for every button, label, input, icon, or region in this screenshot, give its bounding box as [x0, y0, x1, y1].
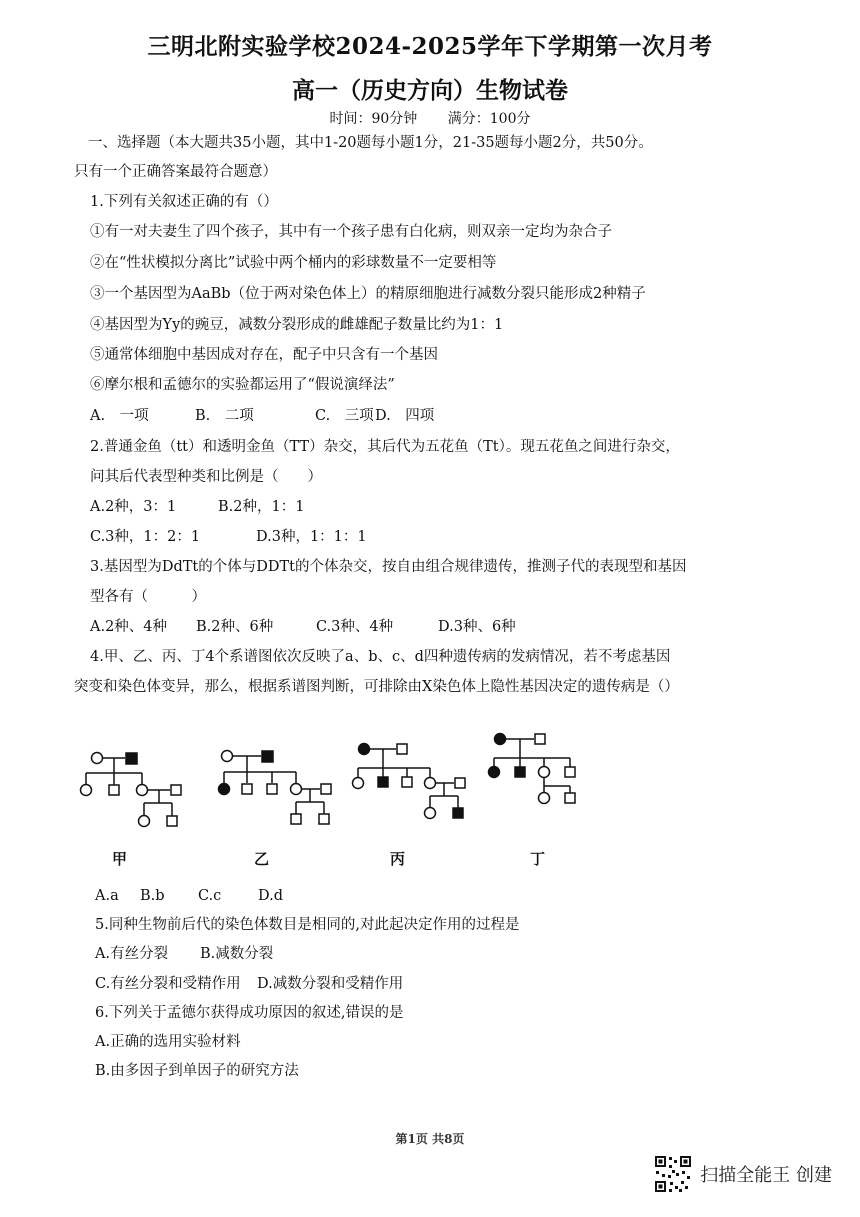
- watermark-text: 扫描全能王 创建: [700, 1165, 832, 1186]
- q3-stem-cont: 型各有（ ）: [90, 589, 206, 605]
- q1-options: [90, 406, 434, 426]
- q5-option-d[interactable]: D.减数分裂和受精作用: [257, 976, 404, 992]
- q1-option-a[interactable]: A. 一项: [90, 408, 149, 424]
- q1-option-d[interactable]: D. 四项: [375, 408, 435, 424]
- q3-options: [90, 617, 516, 637]
- qr-code-icon: [654, 1155, 692, 1193]
- q3-stem: 3.基因型为DdTt的个体与DDTt的个体杂交，按自由组合规律遗传，推测子代的表现型和基因: [90, 559, 687, 575]
- exam-title: 三明北附实验学校2024-2025学年下学期第一次月考: [147, 33, 713, 60]
- pedigree-jia: [81, 753, 182, 827]
- exam-time: 时间：90分钟: [329, 111, 418, 127]
- exam-subtitle: 高一（历史方向）生物试卷: [292, 77, 568, 104]
- pedigree-label-ding: 丁: [530, 850, 546, 868]
- q2-options-row2: [90, 527, 367, 547]
- q3-option-b[interactable]: B.2种、6种: [196, 619, 274, 635]
- q1-statement-2: ②在“性状模拟分离比”试验中两个桶内的彩球数量不一定要相等: [90, 255, 497, 271]
- section-intro: 一、选择题（本大题共35小题，其中1-20题每小题1分，21-35题每小题2分，共50分。: [88, 135, 653, 151]
- pedigree-charts: [70, 730, 610, 830]
- q6-option-a[interactable]: A.正确的选用实验材料: [95, 1034, 241, 1050]
- exam-meta: [0, 108, 860, 128]
- q2-option-c[interactable]: C.3种，1：2：1: [90, 529, 201, 545]
- q3-option-a[interactable]: A.2种、4种: [90, 619, 168, 635]
- pedigree-yi: [219, 751, 332, 825]
- pedigree-label-jia: 甲: [112, 850, 128, 868]
- q4-stem: 4.甲、乙、丙、丁4个系谱图依次反映了a、b、c、d四种遗传病的发病情况，若不考虑基因: [90, 649, 671, 665]
- q1-option-b[interactable]: B. 二项: [195, 408, 254, 424]
- q4-option-c[interactable]: C.c: [198, 888, 222, 904]
- q5-options-row2: [95, 974, 403, 994]
- q4-option-d[interactable]: D.d: [258, 888, 283, 904]
- q1-statement-5: ⑤通常体细胞中基因成对存在，配子中只含有一个基因: [90, 347, 438, 363]
- q6-option-b[interactable]: B.由多因子到单因子的研究方法: [95, 1063, 299, 1079]
- pedigree-label-yi: 乙: [254, 850, 270, 868]
- q5-option-b[interactable]: B.减数分裂: [200, 946, 274, 962]
- q1-statement-6: ⑥摩尔根和孟德尔的实验都运用了“假说演绎法”: [90, 377, 395, 393]
- q5-option-a[interactable]: A.有丝分裂: [95, 946, 169, 962]
- section-intro-cont: 只有一个正确答案最符合题意）: [74, 164, 277, 180]
- q1-option-c[interactable]: C. 三项: [315, 408, 374, 424]
- pedigree-bing: [353, 744, 466, 819]
- q2-option-d[interactable]: D.3种，1：1：1: [256, 529, 367, 545]
- q1-stem: 1.下列有关叙述正确的有（）: [90, 194, 278, 210]
- q3-option-c[interactable]: C.3种、4种: [316, 619, 394, 635]
- q2-option-a[interactable]: A.2种，3：1: [90, 499, 177, 515]
- q4-options: [95, 886, 283, 906]
- q2-option-b[interactable]: B.2种，1：1: [218, 499, 305, 515]
- q4-stem-cont: 突变和染色体变异，那么，根据系谱图判断，可排除由X染色体上隐性基因决定的遗传病是（）: [74, 679, 679, 695]
- q5-options-row1: [95, 944, 273, 964]
- q5-stem: 5.同种生物前后代的染色体数目是相同的,对此起决定作用的过程是: [95, 917, 520, 933]
- q4-option-a[interactable]: A.a: [95, 888, 119, 904]
- pedigree-label-bing: 丙: [390, 850, 406, 868]
- page-footer: 第1页 共8页: [395, 1132, 465, 1146]
- q3-option-d[interactable]: D.3种、6种: [438, 619, 516, 635]
- q6-stem: 6.下列关于孟德尔获得成功原因的叙述,错误的是: [95, 1005, 404, 1021]
- q5-option-c[interactable]: C.有丝分裂和受精作用: [95, 976, 241, 992]
- exam-score: 满分：100分: [447, 111, 531, 127]
- pedigree-ding: [489, 734, 576, 804]
- q4-option-b[interactable]: B.b: [140, 888, 165, 904]
- scanner-watermark: [654, 1155, 832, 1193]
- q1-statement-3: ③一个基因型为AaBb（位于两对染色体上）的精原细胞进行减数分裂只能形成2种精子: [90, 286, 646, 302]
- q1-statement-4: ④基因型为Yy的豌豆，减数分裂形成的雌雄配子数量比约为1：1: [90, 317, 504, 333]
- q2-stem-cont: 问其后代表型种类和比例是（ ）: [90, 469, 322, 485]
- q2-options-row1: [90, 497, 304, 517]
- q1-statement-1: ①有一对夫妻生了四个孩子，其中有一个孩子患有白化病，则双亲一定均为杂合子: [90, 224, 612, 240]
- q2-stem: 2.普通金鱼（tt）和透明金鱼（TT）杂交，其后代为五花鱼（Tt）。现五花鱼之间进行杂交，: [90, 439, 680, 455]
